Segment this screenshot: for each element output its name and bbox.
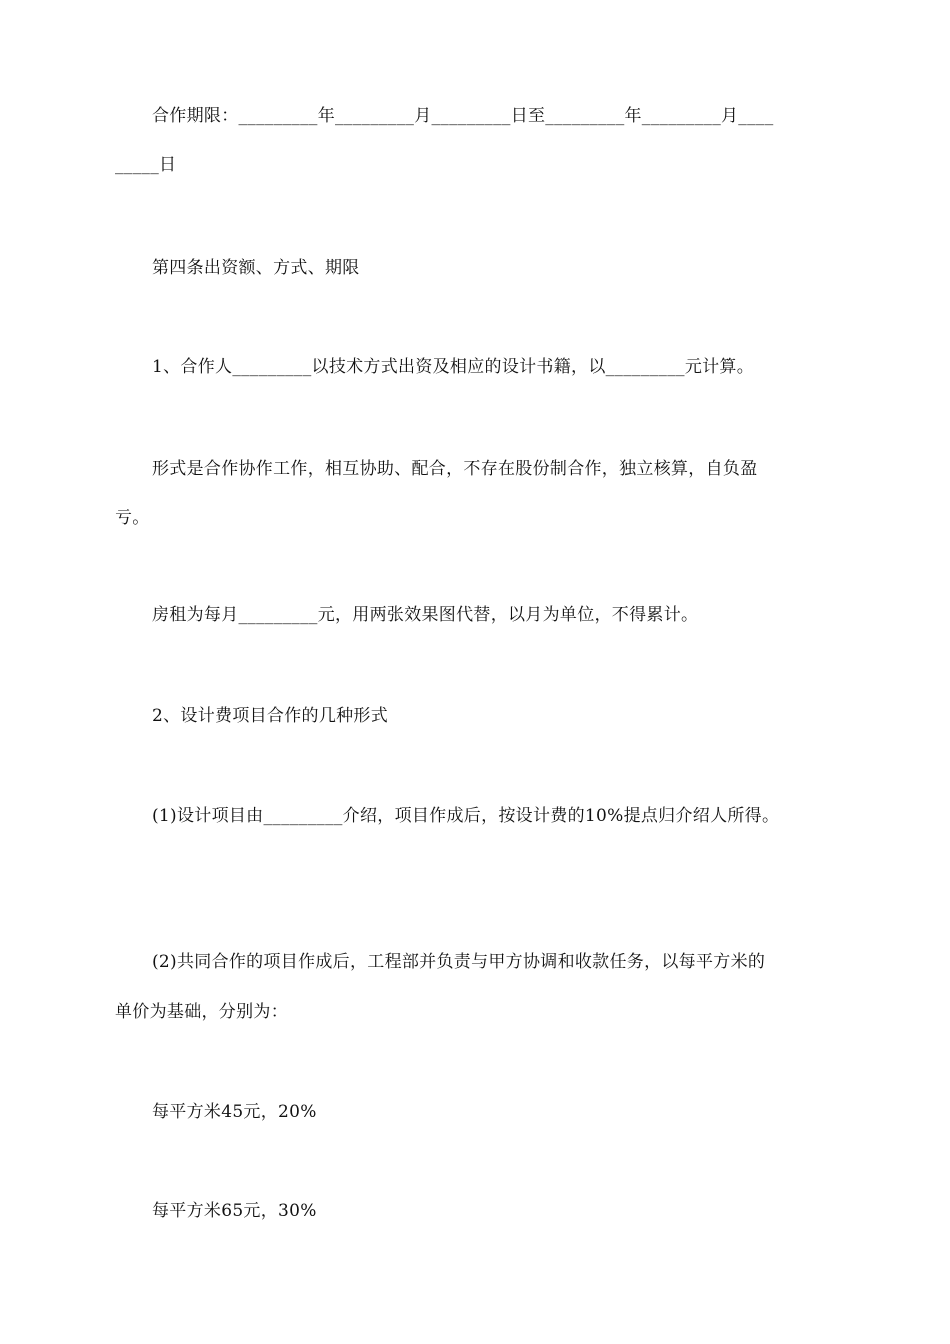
cooperation-form-paragraph-continued: 亏。 [115, 508, 150, 528]
clause-1-paragraph: 1、合作人_________以技术方式出资及相应的设计书籍，以_________元计算。 [152, 357, 755, 377]
rate-line-65: 每平方米65元，30% [152, 1201, 317, 1221]
rent-paragraph: 房租为每月_________元，用两张效果图代替，以月为单位，不得累计。 [152, 605, 699, 625]
cooperation-term-line-continued: _____日 [115, 155, 177, 175]
item-2-paragraph-continued: 单价为基础，分别为： [115, 1002, 288, 1022]
rate-line-45: 每平方米45元，20% [152, 1102, 317, 1122]
item-1-paragraph: (1)设计项目由_________介绍，项目作成后，按设计费的10%提点归介绍人所得。 [152, 806, 780, 826]
item-2-paragraph: (2)共同合作的项目作成后，工程部并负责与甲方协调和收款任务，以每平方米的 [152, 952, 766, 972]
article-four-heading: 第四条出资额、方式、期限 [152, 258, 360, 278]
cooperation-form-paragraph: 形式是合作协作工作，相互协助、配合，不存在股份制合作，独立核算，自负盈 [152, 459, 758, 479]
clause-2-heading: 2、设计费项目合作的几种形式 [152, 706, 389, 726]
cooperation-term-line: 合作期限：_________年_________月_________日至_________年_________月____ [152, 106, 774, 126]
